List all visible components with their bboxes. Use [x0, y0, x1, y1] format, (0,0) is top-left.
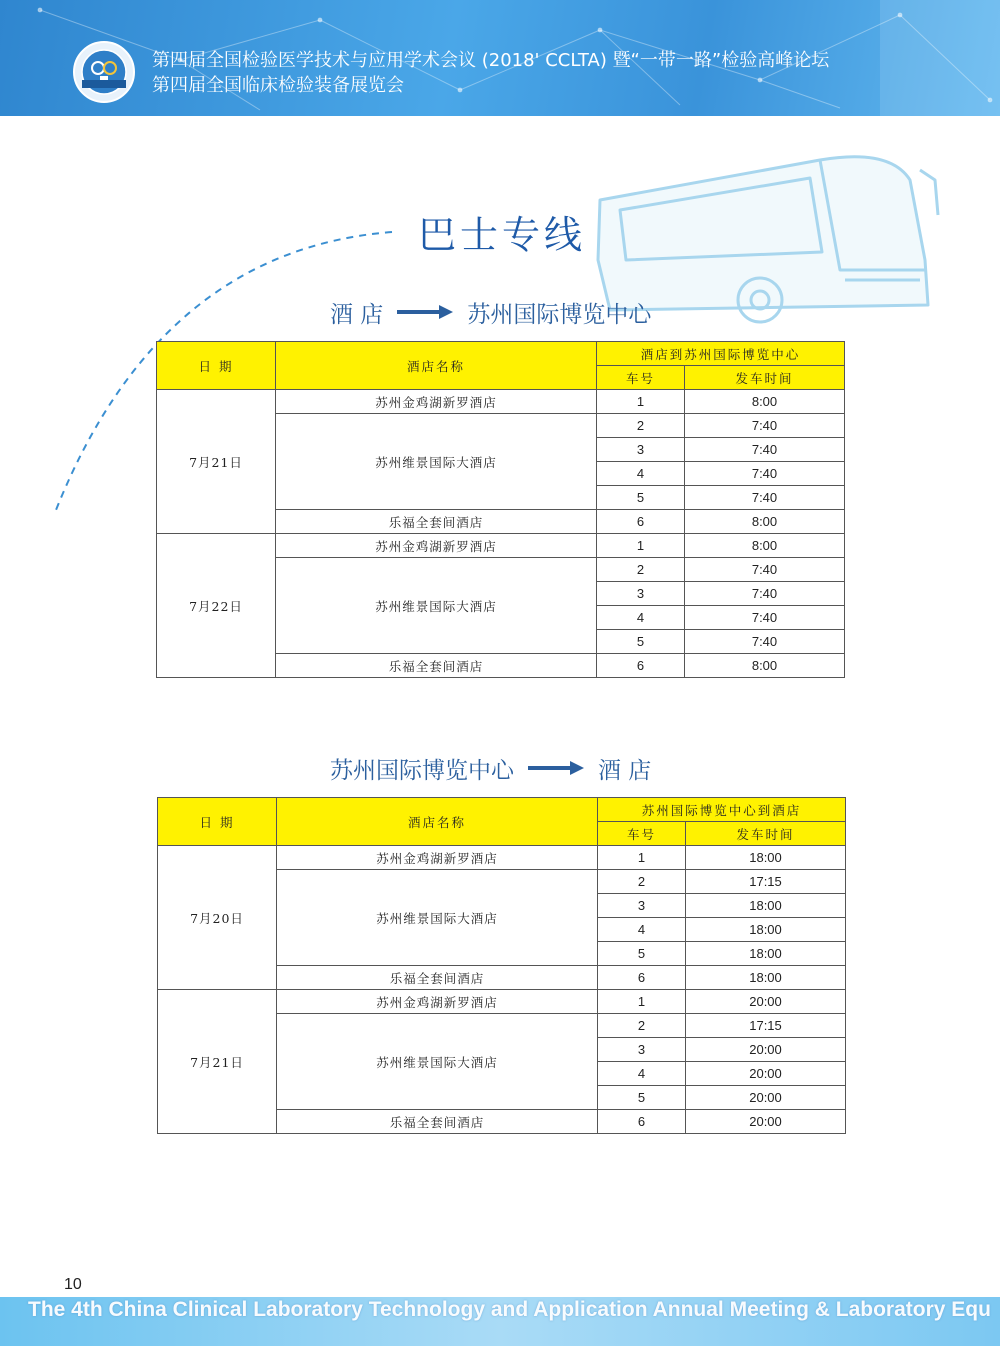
cell-hotel: 乐福全套间酒店	[277, 966, 598, 990]
cell-time: 7:40	[685, 438, 845, 462]
cell-date: 7月20日	[158, 846, 277, 990]
cell-time: 7:40	[685, 606, 845, 630]
arrow-right-icon	[528, 756, 584, 782]
cell-bus-no: 5	[598, 942, 686, 966]
cell-hotel: 苏州金鸡湖新罗酒店	[277, 990, 598, 1014]
header-depart-time: 发车时间	[685, 366, 845, 390]
cell-time: 8:00	[685, 534, 845, 558]
cell-bus-no: 1	[598, 990, 686, 1014]
cell-bus-no: 3	[598, 894, 686, 918]
cell-time: 20:00	[686, 1038, 846, 1062]
cell-time: 17:15	[686, 870, 846, 894]
cell-hotel: 苏州维景国际大酒店	[276, 414, 597, 510]
cell-time: 8:00	[685, 390, 845, 414]
cell-time: 7:40	[685, 558, 845, 582]
cell-bus-no: 1	[598, 846, 686, 870]
cell-bus-no: 5	[597, 630, 685, 654]
cell-time: 20:00	[686, 1110, 846, 1134]
route-from: 苏州国际博览中心	[330, 758, 514, 784]
cell-bus-no: 2	[597, 414, 685, 438]
cell-time: 18:00	[686, 942, 846, 966]
cell-bus-no: 6	[597, 510, 685, 534]
cell-hotel: 苏州金鸡湖新罗酒店	[276, 390, 597, 414]
arrow-right-icon	[397, 300, 453, 326]
table-row	[158, 846, 846, 870]
page-number: 10	[64, 1276, 82, 1293]
route-to: 酒 店	[598, 758, 652, 784]
cell-time: 18:00	[686, 894, 846, 918]
cell-bus-no: 6	[598, 1110, 686, 1134]
header-title-line2: 第四届全国临床检验装备展览会	[152, 75, 404, 96]
cell-hotel: 苏州金鸡湖新罗酒店	[276, 534, 597, 558]
cell-date: 7月21日	[158, 990, 277, 1134]
cell-bus-no: 3	[597, 438, 685, 462]
cell-hotel: 乐福全套间酒店	[276, 510, 597, 534]
cell-bus-no: 5	[597, 486, 685, 510]
cell-date: 7月22日	[157, 534, 276, 678]
header-hotel: 酒店名称	[276, 342, 597, 390]
cell-time: 7:40	[685, 630, 845, 654]
header-title-line1: 第四届全国检验医学技术与应用学术会议 (2018' CCLTA) 暨“一带一路”检验高峰论坛	[152, 50, 830, 71]
cell-time: 7:40	[685, 414, 845, 438]
header-depart-time: 发车时间	[686, 822, 846, 846]
cell-hotel: 乐福全套间酒店	[276, 654, 597, 678]
schedule-table-hotel-to-expo	[156, 341, 845, 678]
page-header	[0, 0, 1000, 116]
table-header-row	[158, 798, 846, 822]
table-row	[157, 390, 845, 414]
route-heading-hotel-to-expo	[330, 296, 651, 329]
cell-bus-no: 1	[597, 390, 685, 414]
table-header-row	[157, 342, 845, 366]
cell-bus-no: 4	[598, 918, 686, 942]
cell-bus-no: 6	[598, 966, 686, 990]
cell-time: 20:00	[686, 1086, 846, 1110]
table-row	[157, 534, 845, 558]
cell-hotel: 苏州维景国际大酒店	[276, 558, 597, 654]
cell-time: 20:00	[686, 990, 846, 1014]
cell-hotel: 苏州金鸡湖新罗酒店	[277, 846, 598, 870]
cell-bus-no: 1	[597, 534, 685, 558]
cell-hotel: 苏州维景国际大酒店	[277, 870, 598, 966]
cell-bus-no: 4	[598, 1062, 686, 1086]
header-date: 日 期	[157, 342, 276, 390]
cell-time: 20:00	[686, 1062, 846, 1086]
header-date: 日 期	[158, 798, 277, 846]
route-to: 苏州国际博览中心	[467, 302, 652, 328]
header-hotel: 酒店名称	[277, 798, 598, 846]
route-heading-expo-to-hotel	[330, 752, 651, 785]
cell-time: 17:15	[686, 1014, 846, 1038]
cell-hotel: 苏州维景国际大酒店	[277, 1014, 598, 1110]
cell-bus-no: 2	[598, 870, 686, 894]
cell-bus-no: 4	[597, 462, 685, 486]
cell-bus-no: 6	[597, 654, 685, 678]
cell-bus-no: 3	[597, 582, 685, 606]
header-bus-no: 车号	[598, 822, 686, 846]
header-bus-no: 车号	[597, 366, 685, 390]
cell-bus-no: 3	[598, 1038, 686, 1062]
cell-time: 7:40	[685, 582, 845, 606]
cell-date: 7月21日	[157, 390, 276, 534]
conference-logo-icon	[72, 40, 136, 104]
cell-bus-no: 5	[598, 1086, 686, 1110]
footer-text: The 4th China Clinical Laboratory Technology and Application Annual Meeting & Laboratory Equ	[28, 1298, 991, 1321]
cell-time: 7:40	[685, 462, 845, 486]
cell-time: 18:00	[686, 966, 846, 990]
header-group: 苏州国际博览中心到酒店	[598, 798, 846, 822]
cell-hotel: 乐福全套间酒店	[277, 1110, 598, 1134]
cell-bus-no: 2	[597, 558, 685, 582]
cell-bus-no: 4	[597, 606, 685, 630]
header-title	[152, 48, 829, 98]
table-row	[158, 990, 846, 1014]
header-group: 酒店到苏州国际博览中心	[597, 342, 845, 366]
cell-time: 8:00	[685, 510, 845, 534]
page-footer	[0, 1297, 1000, 1346]
cell-time: 18:00	[686, 846, 846, 870]
schedule-table-expo-to-hotel	[157, 797, 846, 1134]
cell-time: 7:40	[685, 486, 845, 510]
route-from: 酒 店	[330, 302, 384, 328]
cell-time: 18:00	[686, 918, 846, 942]
cell-bus-no: 2	[598, 1014, 686, 1038]
cell-time: 8:00	[685, 654, 845, 678]
page-title: 巴士专线	[418, 213, 587, 257]
